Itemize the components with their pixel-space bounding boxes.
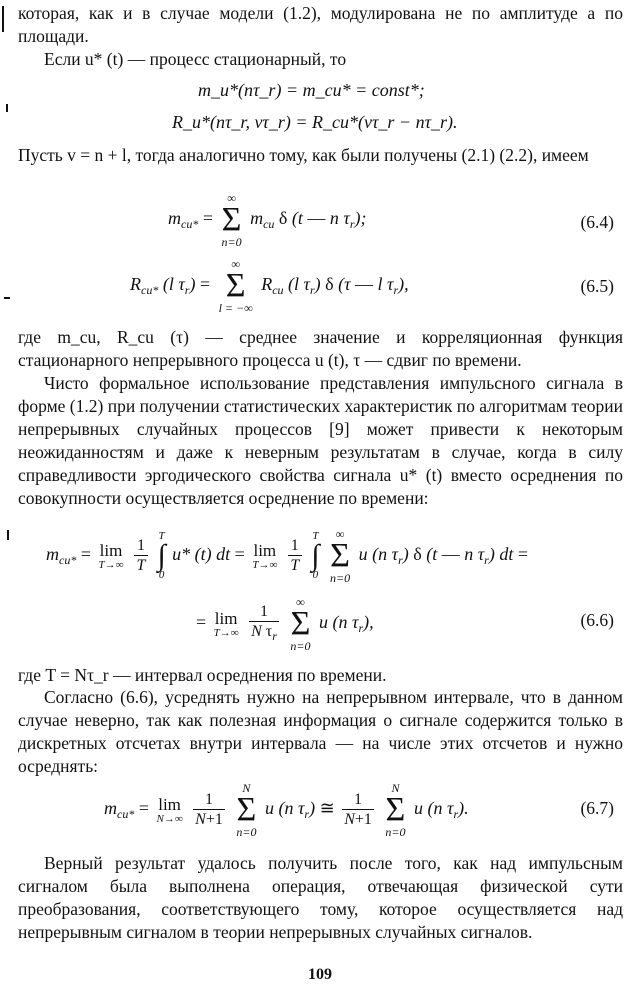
paragraph-stationary: Если u* (t) — процесс стационарный, то [44,49,347,69]
paragraph-where-mean: где m_cu, R_cu (τ) — среднее значение и корреляционная функция стационарного непрерывного процесса u (t), τ — сдвиг по времени. [18,327,623,370]
equation-6-4: $m_{cu*}$ = ∞ Σ n=0 $m_{cu}$ δ (t — n $\tau_r$); [168,191,367,249]
scan-margin-mark [4,297,10,299]
equation-6-7: $m_{cu*}$ = lim N→∞ $\frac{1}{N+1}$ N Σ n=0 u (n $\tau_r$) ≅ $\frac{1}{N+1}$ N Σ n=0 u (n $\tau_r$). [104,781,469,839]
equation-6-6-line1: $m_{cu*}$ = lim T→∞ $\frac{1}{T}$ T ∫ 0 u* (t) dt = lim T→∞ $\frac{1}{T}$ T ∫ 0 ∞ Σ n=0 u (n $\tau_r$) δ (t — n $\tau_r$) dt = [46,527,528,585]
equation-number-6-4: (6.4) [580,212,614,232]
equation-number-6-5: (6.5) [580,276,614,296]
scan-margin-mark [2,6,4,32]
equation-number-6-6: (6.6) [580,610,614,630]
scan-margin-mark [6,104,8,112]
equation-correlation-text: R_u*(nτ_r, vτ_r) = R_cu*(vτ_r − nτ_r). [172,112,458,132]
paragraph-correct-result: Верный результат удалось получить после того, как над импульсным сигналом была выполнена операция, отвечающая физической сути преобразования, соответствующего тому, которое осуществляется над непрерывным сигналом в теории непрерывных случайных сигналов. [18,853,623,942]
paragraph-where-T: где T = Nτ_r — интервал осреднения по времени. [18,665,387,685]
equation-mean [198,80,425,101]
equation-correlation [172,112,458,133]
equation-6-5: $R_{cu*}$ (l $\tau_r$) = ∞ Σ l = −∞ $R_{cu}$ (l $\tau_r$) δ (τ — l $\tau_r$), [130,257,409,315]
equation-number-6-7: (6.7) [580,798,614,818]
equation-6-6-line2: = lim T→∞ $\frac{1}{N \tau_r}$ ∞ Σ n=0 u (n $\tau_r$), [196,595,374,653]
paragraph-formal-use: Чисто формальное использование представления импульсного сигнала в форме (1.2) при получении статистических характеристик по алгоритмам теории непрерывных случайных процессов [9] может привести к некоторым неожиданностям и даже к неверным результатам в случае, когда в силу справедливости эргодического свойства сигнала u* (t) вместо осреднения по совокупности осуществляется осреднение по времени: [18,373,623,508]
scan-margin-mark [7,530,9,540]
equation-mean-text: m_u*(nτ_r) = m_cu* = const*; [198,80,425,100]
page-number: 109 [308,966,332,983]
paragraph-according: Согласно (6.6), усреднять нужно на непрерывном интервале, что в данном случае неверно, так как полезная информация о сигнале содержится только в дискретных отсчетах внутри интервала — на числе этих отсчетов и нужно осреднять: [18,687,623,776]
paragraph-let-v: Пусть v = n + l, тогда аналогично тому, как были получены (2.1) (2.2), имеем [18,145,589,165]
paragraph-continuation: которая, как и в случае модели (1.2), модулирована не по амплитуде а по площади. [18,3,623,46]
